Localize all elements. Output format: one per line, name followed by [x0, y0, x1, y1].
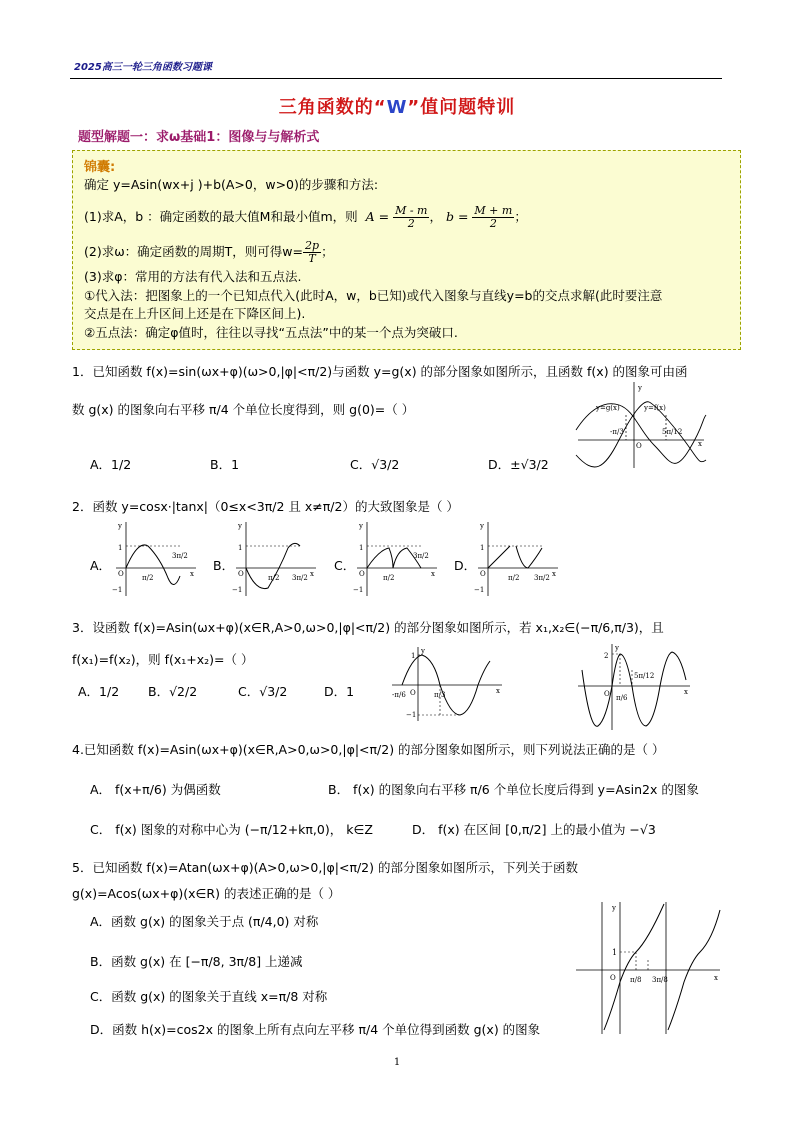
svg-text:O: O — [118, 570, 124, 578]
q5-option-b[interactable]: B．函数 g(x) 在 [−π/8, 3π/8] 上递减 — [90, 954, 303, 969]
svg-text:−1: −1 — [353, 586, 364, 594]
svg-text:O: O — [604, 690, 610, 698]
svg-text:O: O — [480, 570, 486, 578]
svg-text:-π/6: -π/6 — [392, 691, 406, 699]
page-title — [0, 93, 794, 119]
svg-text:π/2: π/2 — [142, 574, 154, 582]
formula-b: $\frac{M + m}{2}$ — [474, 204, 513, 230]
q4-option-c[interactable]: C． f(x) 图象的对称中心为 (−π/12+kπ,0)， k∈Z — [90, 822, 373, 837]
q2-graph-a — [108, 518, 198, 598]
tip-label: 锦囊: — [84, 160, 116, 175]
svg-text:y: y — [238, 522, 242, 530]
q1-label-f: y=f(x) — [644, 404, 666, 412]
title-part2: ”值问题特训 — [407, 97, 516, 118]
svg-text:x: x — [714, 974, 718, 982]
q1-option-b[interactable]: B．1 — [210, 457, 240, 472]
q3-line1: 3．设函数 f(x)=Asin(ωx+φ)(x∈R,A>0,ω>0,|φ|<π/2) 的部分图象如图所示，若 x₁,x₂∈(−π/6,π/3)，且 — [72, 620, 664, 635]
q4-line1: 4.已知函数 f(x)=Asin(ωx+φ)(x∈R,A>0,ω>0,|φ|<π/2) 的部分图象如图所示，则下列说法正确的是（ ） — [72, 742, 665, 757]
svg-text:2: 2 — [604, 652, 609, 660]
q4-option-d[interactable]: D． f(x) 在区间 [0,π/2] 上的最小值为 −√3 — [412, 822, 656, 837]
q1-label-o: O — [636, 442, 642, 450]
q3-option-d[interactable]: D．1 — [324, 684, 355, 699]
svg-text:1: 1 — [359, 544, 364, 552]
q1-option-d[interactable]: D．±√3/2 — [488, 457, 549, 472]
q3-line2: f(x₁)=f(x₂)，则 f(x₁+x₂)=（ ） — [72, 652, 254, 667]
q3-graph-2 — [574, 640, 694, 732]
svg-text:y: y — [612, 904, 616, 912]
q2-option-d[interactable]: D． — [454, 558, 477, 573]
svg-text:π/2: π/2 — [508, 574, 520, 582]
svg-text:π/3: π/3 — [434, 691, 446, 699]
q1-label-y: y — [638, 384, 642, 392]
tip-line-4: (3)求φ：常用的方法有代入法和五点法. — [84, 269, 302, 284]
svg-text:3π/2: 3π/2 — [534, 574, 550, 582]
svg-text:1: 1 — [480, 544, 485, 552]
q5-option-c[interactable]: C．函数 g(x) 的图象关于直线 x=π/8 对称 — [90, 989, 328, 1004]
svg-text:1: 1 — [238, 544, 243, 552]
tip-line-5: ①代入法：把图象上的一个已知点代入(此时A，w，b已知)或代入图象与直线y=b的交点求解(此时要注意 — [84, 288, 663, 303]
formula-w: $\frac{2p}{T}$ — [305, 239, 320, 265]
q5-option-d[interactable]: D．函数 h(x)=cos2x 的图象上所有点向左平移 π/4 个单位得到函数 g(x) 的图象 — [90, 1022, 541, 1037]
tip-line-1: 确定 y=Asin(wx+j )+b(A>0，w>0)的步骤和方法: — [84, 177, 379, 192]
svg-text:−1: −1 — [232, 586, 243, 594]
svg-text:y: y — [421, 647, 425, 655]
svg-text:π/2: π/2 — [383, 574, 395, 582]
q1-option-a[interactable]: A．1/2 — [90, 457, 132, 472]
q1-label-g: y=g(x) — [596, 404, 620, 412]
svg-text:1: 1 — [411, 652, 416, 660]
q3-option-b[interactable]: B．√2/2 — [148, 684, 198, 699]
tip-line-3: (2)求ω：确定函数的周期T，则可得w= $\frac{2p}{T}$ ； — [84, 239, 334, 265]
title-part1: 三角函数的“ — [278, 97, 387, 118]
svg-text:x: x — [684, 688, 688, 696]
svg-text:x: x — [496, 687, 500, 695]
svg-text:y: y — [615, 644, 619, 652]
svg-text:π/6: π/6 — [616, 694, 628, 702]
svg-text:π/8: π/8 — [630, 976, 642, 984]
q1-label-right: 5π/12 — [662, 428, 683, 436]
q2-graph-b — [228, 518, 318, 598]
header-rule — [70, 78, 722, 79]
formula-A: $\frac{M - m}{2}$ — [395, 204, 428, 230]
q5-line1: 5．已知函数 f(x)=Atan(ωx+φ)(A>0,ω>0,|φ|<π/2) 的部分图象如图所示，下列关于函数 — [72, 860, 578, 875]
svg-text:3π/2: 3π/2 — [292, 574, 308, 582]
svg-text:O: O — [238, 570, 244, 578]
svg-text:x: x — [190, 570, 194, 578]
q1-line1: 1．已知函数 f(x)=sin(ωx+φ)(ω>0,|φ|<π/2)与函数 y=g(x) 的部分图象如图所示，且函数 f(x) 的图象可由函 — [72, 364, 688, 379]
q4-option-b[interactable]: B． f(x) 的图象向右平移 π/6 个单位长度后得到 y=Asin2x 的图象 — [328, 782, 699, 797]
q1-label-left: -π/3 — [610, 428, 624, 436]
header-course: 2025高三一轮三角函数习题课 — [74, 62, 212, 73]
q4-option-a[interactable]: A． f(x+π/6) 为偶函数 — [90, 782, 221, 797]
q5-graph — [572, 900, 724, 1036]
svg-text:3π/8: 3π/8 — [652, 976, 668, 984]
q5-line2: g(x)=Acos(ωx+φ)(x∈R) 的表述正确的是（ ） — [72, 886, 341, 901]
q2-option-b[interactable]: B． — [213, 558, 235, 573]
tip-line-2-text: (1)求A，b ：确定函数的最大值M和最小值m，则 — [84, 209, 358, 224]
svg-text:1: 1 — [612, 948, 618, 957]
q1-option-c[interactable]: C．√3/2 — [350, 457, 400, 472]
tip-line-7: ②五点法：确定φ值时，往往以寻找“五点法”中的某一个点为突破口. — [84, 325, 458, 340]
svg-text:x: x — [310, 570, 314, 578]
q1-graph — [574, 380, 708, 470]
svg-text:y: y — [359, 522, 363, 530]
tip-line-6: 交点是在上升区间上还是在下降区间上). — [84, 306, 306, 321]
svg-text:1: 1 — [118, 544, 123, 552]
q2-option-c[interactable]: C． — [334, 558, 356, 573]
tip-line-2: (1)求A，b ：确定函数的最大值M和最小值m，则 A = $\frac{M - m}{2}$ ， b = $\frac{M + m}{2}$ ； — [84, 204, 527, 230]
svg-text:−1: −1 — [112, 586, 123, 594]
q3-option-a[interactable]: A．1/2 — [78, 684, 120, 699]
svg-text:3π/2: 3π/2 — [413, 552, 429, 560]
q2-graph-c — [349, 518, 439, 598]
q5-option-a[interactable]: A．函数 g(x) 的图象关于点 (π/4,0) 对称 — [90, 914, 319, 929]
svg-text:−1: −1 — [474, 586, 485, 594]
q2-line1: 2．函数 y=cosx·|tanx|（0≤x<3π/2 且 x≠π/2）的大致图象是（ ） — [72, 499, 459, 514]
svg-text:x: x — [552, 570, 556, 578]
svg-text:3π/2: 3π/2 — [172, 552, 188, 560]
q1-line2: 数 g(x) 的图象向右平移 π/4 个单位长度得到，则 g(0)=（ ） — [72, 402, 415, 417]
svg-text:O: O — [359, 570, 365, 578]
q3-option-c[interactable]: C．√3/2 — [238, 684, 288, 699]
svg-text:−1: −1 — [406, 711, 417, 719]
svg-text:5π/12: 5π/12 — [634, 672, 655, 680]
svg-text:y: y — [118, 522, 122, 530]
svg-text:O: O — [610, 974, 616, 982]
title-w: W — [386, 97, 408, 118]
svg-text:O: O — [410, 689, 416, 697]
tip-line-3-text: (2)求ω：确定函数的周期T，则可得w= — [84, 244, 304, 259]
q2-option-a[interactable]: A． — [90, 558, 112, 573]
q3-graph-1 — [388, 643, 506, 723]
svg-text:x: x — [431, 570, 435, 578]
svg-text:y: y — [480, 522, 484, 530]
section-title: 题型解题一：求ω基础1：图像与与解析式 — [78, 130, 320, 145]
q2-graph-d — [470, 518, 560, 598]
q1-label-x: x — [698, 440, 702, 448]
svg-text:π/2: π/2 — [268, 574, 280, 582]
page-number: 1 — [393, 1057, 401, 1068]
